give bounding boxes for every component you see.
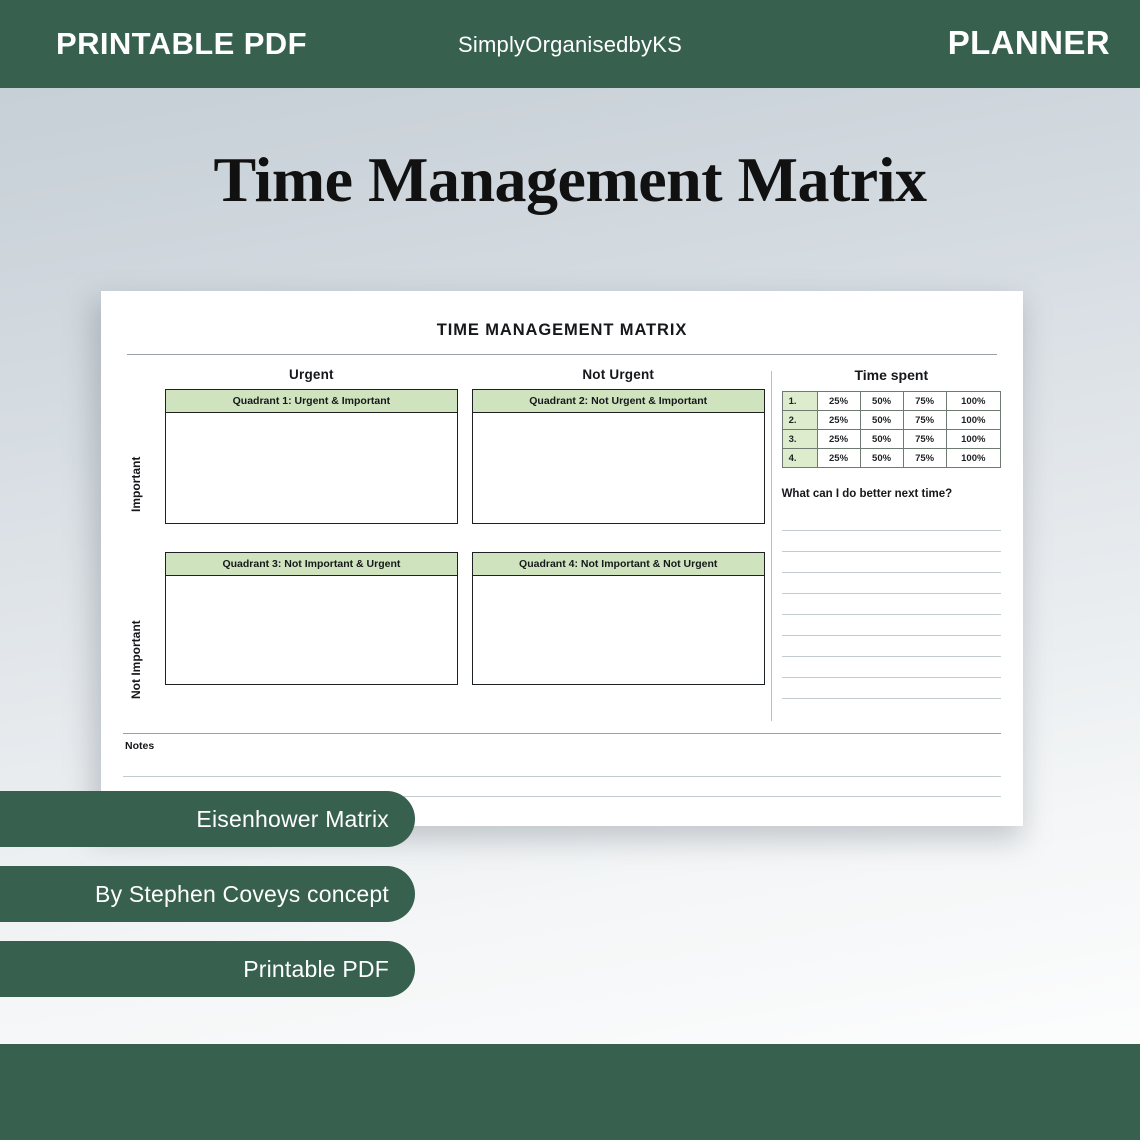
write-line[interactable] [782,594,1001,615]
notes-line[interactable] [123,757,1001,777]
time-option[interactable]: 75% [903,430,946,449]
vertical-divider [771,371,772,721]
time-spent-title: Time spent [854,367,929,383]
quadrant-4[interactable] [472,552,765,685]
time-option[interactable]: 50% [860,449,903,468]
matrix-area [123,367,765,721]
write-line[interactable] [782,552,1001,573]
feature-pill-3-label: Printable PDF [243,955,389,982]
reflection-title: What can I do better next time? [781,488,953,500]
quadrant-3[interactable] [165,552,458,685]
matrix-row-not-important [165,552,765,685]
write-line[interactable] [782,510,1001,531]
column-header-urgent: Urgent [289,367,334,382]
time-option[interactable]: 75% [903,411,946,430]
feature-pill-2-label: By Stephen Coveys concept [95,880,389,907]
time-spent-table [782,391,1001,468]
time-option[interactable]: 100% [946,392,1000,411]
quadrant-1-writing-area[interactable] [166,413,457,523]
time-option[interactable]: 100% [946,430,1000,449]
feature-pill-2 [0,866,415,922]
quadrant-2-label: Quadrant 2: Not Urgent & Important [473,390,764,413]
quadrant-4-writing-area[interactable] [473,576,764,684]
time-option[interactable]: 50% [860,430,903,449]
table-row[interactable] [782,449,1000,468]
time-option[interactable]: 100% [946,411,1000,430]
write-line[interactable] [782,573,1001,594]
worksheet-body [123,367,1001,721]
write-line[interactable] [782,615,1001,636]
write-line[interactable] [782,531,1001,552]
time-row-index: 3. [782,430,817,449]
time-option[interactable]: 25% [817,392,860,411]
time-option[interactable]: 100% [946,449,1000,468]
write-line[interactable] [782,678,1001,699]
bottom-banner [0,1044,1140,1140]
worksheet-card [101,291,1023,826]
time-option[interactable]: 25% [817,449,860,468]
write-line[interactable] [782,636,1001,657]
worksheet-title: TIME MANAGEMENT MATRIX [436,321,688,339]
matrix-column-headers [165,367,765,382]
time-row-index: 1. [782,392,817,411]
quadrant-2[interactable] [472,389,765,524]
matrix-row-important [165,389,765,524]
quadrant-1-label: Quadrant 1: Urgent & Important [166,390,457,413]
row-header-important: Important [129,456,143,512]
time-option[interactable]: 75% [903,392,946,411]
time-option[interactable]: 25% [817,411,860,430]
time-option[interactable]: 25% [817,430,860,449]
quadrant-3-label: Quadrant 3: Not Important & Urgent [166,553,457,576]
table-row[interactable] [782,430,1000,449]
feature-pill-1-label: Eisenhower Matrix [196,805,389,832]
column-header-not-urgent: Not Urgent [582,367,655,382]
table-row[interactable] [782,411,1000,430]
reflection-lines[interactable] [782,510,1001,699]
time-option[interactable]: 75% [903,449,946,468]
page-title: Time Management Matrix [213,144,927,215]
time-option[interactable]: 50% [860,392,903,411]
time-row-index: 4. [782,449,817,468]
time-row-index: 2. [782,411,817,430]
banner-right-label: PLANNER [947,24,1110,61]
table-row[interactable] [782,392,1000,411]
quadrant-3-writing-area[interactable] [166,576,457,684]
quadrant-1[interactable] [165,389,458,524]
row-header-not-important: Not Important [129,620,143,700]
side-panel [782,367,1001,721]
worksheet-title-divider [127,354,997,355]
quadrant-4-label: Quadrant 4: Not Important & Not Urgent [473,553,764,576]
quadrant-2-writing-area[interactable] [473,413,764,523]
top-banner [0,0,1140,88]
notes-label: Notes [125,740,155,752]
banner-left-label: PRINTABLE PDF [56,26,307,61]
write-line[interactable] [782,657,1001,678]
shop-name: SimplyOrganisedbyKS [458,32,682,57]
feature-pill-1 [0,791,415,847]
time-option[interactable]: 50% [860,411,903,430]
feature-pill-3 [0,941,415,997]
notes-section [123,733,1001,797]
